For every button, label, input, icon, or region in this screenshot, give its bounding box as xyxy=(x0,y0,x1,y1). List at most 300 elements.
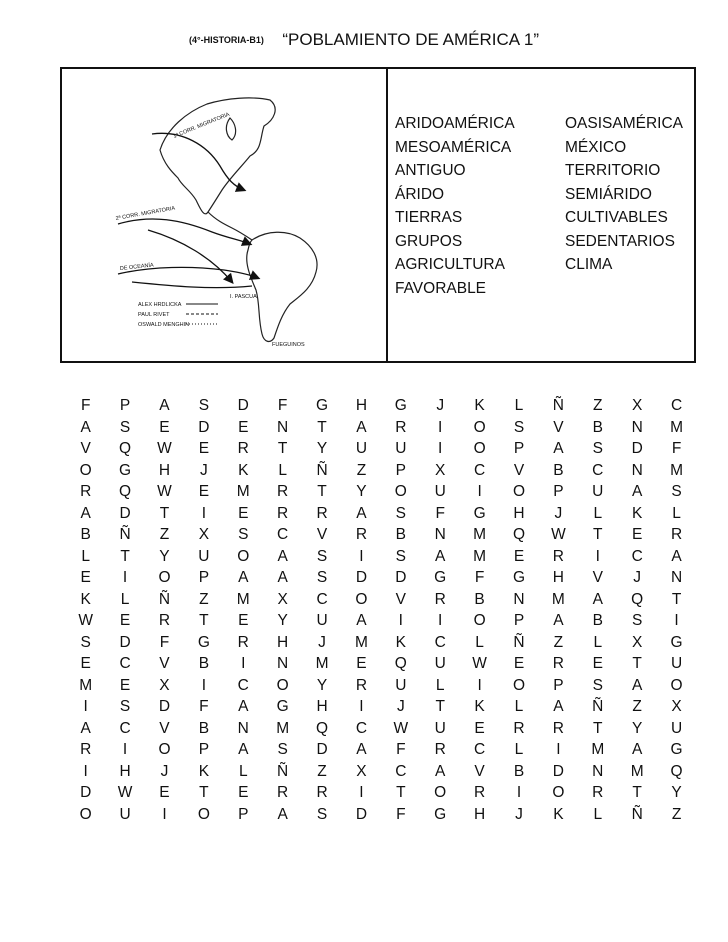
puzzle-cell[interactable]: A xyxy=(238,569,249,586)
puzzle-cell[interactable]: L xyxy=(593,504,603,522)
puzzle-cell[interactable]: F xyxy=(159,633,170,651)
puzzle-cell[interactable]: R xyxy=(395,418,407,436)
puzzle-cell[interactable]: G xyxy=(119,461,132,479)
puzzle-cell[interactable]: S xyxy=(395,547,406,565)
puzzle-cell[interactable]: A xyxy=(592,590,603,608)
puzzle-cell[interactable]: G xyxy=(394,397,407,414)
puzzle-cell[interactable]: A xyxy=(238,741,249,758)
puzzle-cell[interactable]: D xyxy=(631,440,643,457)
puzzle-cell[interactable]: B xyxy=(198,655,210,672)
puzzle-cell[interactable]: Ñ xyxy=(158,590,171,608)
puzzle-cell[interactable]: Z xyxy=(159,526,170,543)
puzzle-cell[interactable]: R xyxy=(552,719,564,737)
puzzle-cell[interactable]: L xyxy=(514,397,524,414)
puzzle-cell[interactable]: M xyxy=(670,418,684,436)
puzzle-cell[interactable]: X xyxy=(435,461,446,479)
puzzle-cell[interactable]: K xyxy=(80,590,91,608)
puzzle-cell[interactable]: A xyxy=(80,719,91,737)
puzzle-cell[interactable]: G xyxy=(670,741,683,758)
puzzle-cell[interactable]: R xyxy=(80,483,92,500)
puzzle-cell[interactable]: F xyxy=(435,504,445,522)
puzzle-cell[interactable]: F xyxy=(277,397,288,414)
puzzle-cell[interactable]: G xyxy=(434,805,447,823)
puzzle-cell[interactable]: I xyxy=(438,440,443,457)
puzzle-cell[interactable]: T xyxy=(671,590,682,608)
puzzle-cell[interactable]: U xyxy=(119,805,131,823)
puzzle-cell[interactable]: K xyxy=(198,762,210,780)
puzzle-cell[interactable]: R xyxy=(552,547,564,565)
puzzle-cell[interactable]: L xyxy=(514,741,524,758)
puzzle-cell[interactable]: I xyxy=(162,805,167,823)
puzzle-cell[interactable]: K xyxy=(238,461,249,479)
puzzle-cell[interactable]: V xyxy=(316,526,328,543)
puzzle-cell[interactable]: E xyxy=(592,655,603,672)
puzzle-cell[interactable]: R xyxy=(513,719,525,737)
puzzle-cell[interactable]: N xyxy=(434,526,446,543)
puzzle-cell[interactable]: T xyxy=(435,698,445,715)
puzzle-cell[interactable]: A xyxy=(277,805,288,823)
puzzle-cell[interactable]: D xyxy=(158,698,171,715)
puzzle-cell[interactable]: E xyxy=(159,784,170,801)
puzzle-cell[interactable]: V xyxy=(474,762,485,780)
puzzle-cell[interactable]: P xyxy=(395,461,406,479)
puzzle-cell[interactable]: A xyxy=(356,418,367,436)
puzzle-cell[interactable]: D xyxy=(355,805,368,823)
puzzle-cell[interactable]: T xyxy=(396,784,406,801)
puzzle-cell[interactable]: U xyxy=(670,655,683,672)
puzzle-cell[interactable]: I xyxy=(595,547,600,565)
puzzle-cell[interactable]: Y xyxy=(356,483,367,500)
puzzle-cell[interactable]: P xyxy=(553,483,564,500)
puzzle-cell[interactable]: X xyxy=(356,762,367,780)
puzzle-cell[interactable]: W xyxy=(472,655,487,672)
puzzle-cell[interactable]: H xyxy=(119,762,131,780)
puzzle-cell[interactable]: S xyxy=(277,741,288,758)
puzzle-cell[interactable]: R xyxy=(80,741,92,758)
puzzle-cell[interactable]: E xyxy=(159,418,170,436)
puzzle-cell[interactable]: U xyxy=(395,440,407,457)
puzzle-cell[interactable]: S xyxy=(119,418,131,436)
puzzle-cell[interactable]: J xyxy=(396,698,405,715)
puzzle-cell[interactable]: A xyxy=(356,504,367,522)
puzzle-cell[interactable]: E xyxy=(631,526,643,543)
puzzle-cell[interactable]: P xyxy=(198,741,210,758)
puzzle-cell[interactable]: T xyxy=(199,784,209,801)
puzzle-cell[interactable]: B xyxy=(592,418,603,436)
puzzle-cell[interactable]: W xyxy=(157,483,172,500)
puzzle-cell[interactable]: Q xyxy=(119,483,132,500)
puzzle-cell[interactable]: R xyxy=(592,784,604,801)
puzzle-cell[interactable]: S xyxy=(238,526,249,543)
puzzle-cell[interactable]: R xyxy=(277,504,289,522)
puzzle-cell[interactable]: Q xyxy=(512,526,526,543)
puzzle-cell[interactable]: K xyxy=(474,698,485,715)
puzzle-cell[interactable]: T xyxy=(120,547,130,565)
puzzle-cell[interactable]: U xyxy=(670,719,683,737)
puzzle-cell[interactable]: D xyxy=(119,633,131,651)
puzzle-cell[interactable]: O xyxy=(276,676,289,694)
puzzle-cell[interactable]: X xyxy=(631,633,643,651)
puzzle-cell[interactable]: T xyxy=(277,440,288,457)
puzzle-cell[interactable]: I xyxy=(122,741,128,758)
puzzle-cell[interactable]: R xyxy=(355,526,368,543)
puzzle-cell[interactable]: Q xyxy=(631,590,644,608)
puzzle-cell[interactable]: I xyxy=(83,762,88,780)
puzzle-cell[interactable]: T xyxy=(317,418,327,436)
puzzle-cell[interactable]: P xyxy=(238,805,249,823)
puzzle-cell[interactable]: F xyxy=(80,397,91,414)
puzzle-cell[interactable]: S xyxy=(119,698,131,715)
puzzle-cell[interactable]: T xyxy=(593,719,603,737)
puzzle-cell[interactable]: X xyxy=(671,698,682,715)
puzzle-cell[interactable]: R xyxy=(316,784,328,801)
puzzle-cell[interactable]: I xyxy=(477,676,482,694)
puzzle-cell[interactable]: P xyxy=(513,440,525,457)
puzzle-cell[interactable]: M xyxy=(315,655,329,672)
puzzle-cell[interactable]: J xyxy=(318,633,326,651)
puzzle-cell[interactable]: G xyxy=(670,633,683,651)
puzzle-cell[interactable]: W xyxy=(551,526,566,543)
puzzle-cell[interactable]: E xyxy=(238,418,249,436)
puzzle-cell[interactable]: H xyxy=(277,633,289,651)
puzzle-cell[interactable]: I xyxy=(438,418,443,436)
puzzle-cell[interactable]: H xyxy=(474,805,486,823)
puzzle-cell[interactable]: A xyxy=(80,504,91,522)
puzzle-cell[interactable]: E xyxy=(356,655,367,672)
puzzle-cell[interactable]: M xyxy=(236,590,250,608)
puzzle-cell[interactable]: S xyxy=(395,504,406,522)
puzzle-cell[interactable]: T xyxy=(593,526,603,543)
puzzle-cell[interactable]: L xyxy=(514,698,524,715)
puzzle-cell[interactable]: B xyxy=(474,590,485,608)
puzzle-cell[interactable]: C xyxy=(119,655,131,672)
puzzle-cell[interactable]: P xyxy=(553,676,564,694)
puzzle-cell[interactable]: W xyxy=(157,440,172,457)
puzzle-cell[interactable]: R xyxy=(237,633,249,651)
puzzle-cell[interactable]: Z xyxy=(593,397,603,414)
puzzle-cell[interactable]: Y xyxy=(159,547,170,565)
puzzle-cell[interactable]: C xyxy=(395,762,407,780)
puzzle-cell[interactable]: I xyxy=(83,698,88,715)
puzzle-cell[interactable]: E xyxy=(513,655,525,672)
puzzle-cell[interactable]: I xyxy=(122,569,128,586)
puzzle-cell[interactable]: Q xyxy=(119,440,132,457)
puzzle-cell[interactable]: C xyxy=(592,461,604,479)
puzzle-cell[interactable]: M xyxy=(591,741,605,758)
puzzle-cell[interactable]: C xyxy=(237,676,249,694)
puzzle-cell[interactable]: I xyxy=(556,741,561,758)
puzzle-cell[interactable]: A xyxy=(435,547,446,565)
puzzle-cell[interactable]: C xyxy=(474,741,486,758)
puzzle-cell[interactable]: R xyxy=(237,440,249,457)
puzzle-cell[interactable]: A xyxy=(356,612,367,629)
puzzle-cell[interactable]: C xyxy=(277,526,289,543)
puzzle-cell[interactable]: A xyxy=(553,612,564,629)
puzzle-cell[interactable]: V xyxy=(159,655,170,672)
puzzle-cell[interactable]: C xyxy=(631,547,643,565)
puzzle-cell[interactable]: U xyxy=(395,676,407,694)
puzzle-cell[interactable]: B xyxy=(395,526,406,543)
puzzle-cell[interactable]: C xyxy=(355,719,368,737)
puzzle-cell[interactable]: F xyxy=(396,805,406,823)
puzzle-cell[interactable]: M xyxy=(473,547,487,565)
puzzle-cell[interactable]: A xyxy=(238,698,249,715)
puzzle-cell[interactable]: E xyxy=(238,504,249,522)
puzzle-cell[interactable]: K xyxy=(631,504,643,522)
puzzle-cell[interactable]: Ñ xyxy=(513,633,525,651)
puzzle-cell[interactable]: O xyxy=(512,676,526,694)
puzzle-cell[interactable]: L xyxy=(238,762,248,780)
puzzle-cell[interactable]: N xyxy=(631,461,643,479)
puzzle-cell[interactable]: O xyxy=(394,483,407,500)
puzzle-cell[interactable]: T xyxy=(632,655,642,672)
puzzle-cell[interactable]: D xyxy=(395,569,407,586)
puzzle-cell[interactable]: C xyxy=(434,633,446,651)
puzzle-cell[interactable]: K xyxy=(474,397,485,414)
puzzle-cell[interactable]: N xyxy=(670,569,683,586)
puzzle-cell[interactable]: H xyxy=(158,461,171,479)
puzzle-cell[interactable]: R xyxy=(277,784,289,801)
puzzle-cell[interactable]: P xyxy=(119,397,131,414)
puzzle-cell[interactable]: Ñ xyxy=(277,762,289,780)
puzzle-cell[interactable]: O xyxy=(473,440,486,457)
puzzle-cell[interactable]: S xyxy=(198,397,210,414)
puzzle-cell[interactable]: Ñ xyxy=(631,805,643,823)
puzzle-cell[interactable]: M xyxy=(276,719,290,737)
puzzle-cell[interactable]: J xyxy=(160,762,169,780)
puzzle-cell[interactable]: R xyxy=(277,483,289,500)
puzzle-cell[interactable]: M xyxy=(551,590,565,608)
puzzle-cell[interactable]: R xyxy=(434,590,446,608)
puzzle-cell[interactable]: M xyxy=(670,461,684,479)
puzzle-cell[interactable]: O xyxy=(670,676,683,694)
puzzle-cell[interactable]: V xyxy=(395,590,406,608)
puzzle-cell[interactable]: A xyxy=(435,762,446,780)
puzzle-cell[interactable]: Z xyxy=(671,805,682,823)
puzzle-cell[interactable]: B xyxy=(513,762,525,780)
puzzle-cell[interactable]: Z xyxy=(632,698,642,715)
puzzle-cell[interactable]: U xyxy=(198,547,210,565)
puzzle-cell[interactable]: Ñ xyxy=(592,698,604,715)
puzzle-cell[interactable]: Y xyxy=(631,719,643,737)
puzzle-cell[interactable]: O xyxy=(473,418,486,436)
puzzle-cell[interactable]: U xyxy=(434,719,446,737)
puzzle-cell[interactable]: S xyxy=(592,676,603,694)
puzzle-cell[interactable]: C xyxy=(316,590,328,608)
puzzle-cell[interactable]: X xyxy=(159,676,170,694)
puzzle-cell[interactable]: A xyxy=(631,483,643,500)
puzzle-cell[interactable]: I xyxy=(674,612,679,629)
puzzle-cell[interactable]: T xyxy=(317,483,327,500)
puzzle-cell[interactable]: E xyxy=(238,784,249,801)
puzzle-cell[interactable]: R xyxy=(670,526,683,543)
puzzle-cell[interactable]: I xyxy=(398,612,403,629)
puzzle-cell[interactable]: S xyxy=(316,547,328,565)
puzzle-cell[interactable]: I xyxy=(516,784,522,801)
puzzle-cell[interactable]: L xyxy=(593,633,603,651)
puzzle-cell[interactable]: I xyxy=(359,547,364,565)
puzzle-cell[interactable]: O xyxy=(355,590,368,608)
puzzle-cell[interactable]: K xyxy=(395,633,406,651)
puzzle-cell[interactable]: A xyxy=(356,741,367,758)
puzzle-cell[interactable]: R xyxy=(355,676,368,694)
puzzle-cell[interactable]: F xyxy=(474,569,485,586)
puzzle-cell[interactable]: J xyxy=(199,461,208,479)
puzzle-cell[interactable]: P xyxy=(513,612,525,629)
puzzle-cell[interactable]: Ñ xyxy=(119,526,131,543)
puzzle-cell[interactable]: R xyxy=(158,612,171,629)
puzzle-cell[interactable]: K xyxy=(553,805,564,823)
puzzle-cell[interactable]: G xyxy=(197,633,210,651)
puzzle-cell[interactable]: G xyxy=(276,698,289,715)
puzzle-cell[interactable]: V xyxy=(513,461,525,479)
puzzle-cell[interactable]: Ñ xyxy=(316,461,328,479)
puzzle-cell[interactable]: Y xyxy=(316,676,328,694)
puzzle-cell[interactable]: G xyxy=(512,569,526,586)
puzzle-cell[interactable]: O xyxy=(434,784,447,801)
puzzle-cell[interactable]: S xyxy=(316,569,328,586)
puzzle-cell[interactable]: Q xyxy=(394,655,407,672)
puzzle-cell[interactable]: A xyxy=(553,440,564,457)
puzzle-cell[interactable]: A xyxy=(671,547,682,565)
puzzle-cell[interactable]: C xyxy=(670,397,683,414)
puzzle-cell[interactable]: N xyxy=(277,655,289,672)
puzzle-cell[interactable]: L xyxy=(475,633,484,651)
puzzle-cell[interactable]: G xyxy=(473,504,486,522)
puzzle-cell[interactable]: V xyxy=(80,440,91,457)
puzzle-cell[interactable]: N xyxy=(592,762,604,780)
puzzle-cell[interactable]: S xyxy=(316,805,328,823)
puzzle-cell[interactable]: H xyxy=(513,504,525,522)
puzzle-cell[interactable]: A xyxy=(553,698,564,715)
puzzle-cell[interactable]: B xyxy=(592,612,603,629)
puzzle-cell[interactable]: R xyxy=(434,741,446,758)
puzzle-cell[interactable]: E xyxy=(513,547,525,565)
puzzle-cell[interactable]: J xyxy=(554,504,563,522)
puzzle-cell[interactable]: H xyxy=(552,569,564,586)
puzzle-cell[interactable]: N xyxy=(631,418,643,436)
puzzle-cell[interactable]: U xyxy=(434,483,446,500)
puzzle-cell[interactable]: X xyxy=(198,526,210,543)
puzzle-cell[interactable]: S xyxy=(592,440,603,457)
puzzle-cell[interactable]: Y xyxy=(316,440,328,457)
puzzle-cell[interactable]: L xyxy=(278,461,287,479)
puzzle-cell[interactable]: B xyxy=(80,526,91,543)
puzzle-cell[interactable]: E xyxy=(198,440,210,457)
puzzle-cell[interactable]: A xyxy=(631,676,643,694)
puzzle-cell[interactable]: D xyxy=(316,741,328,758)
puzzle-cell[interactable]: B xyxy=(198,719,210,737)
puzzle-cell[interactable]: T xyxy=(199,612,209,629)
puzzle-cell[interactable]: U xyxy=(592,483,604,500)
puzzle-cell[interactable]: E xyxy=(474,719,485,737)
puzzle-cell[interactable]: O xyxy=(79,805,92,823)
puzzle-cell[interactable]: O xyxy=(512,483,526,500)
puzzle-cell[interactable]: M xyxy=(236,483,250,500)
puzzle-cell[interactable]: Y xyxy=(277,612,288,629)
puzzle-cell[interactable]: P xyxy=(198,569,210,586)
puzzle-cell[interactable]: O xyxy=(79,461,92,479)
puzzle-cell[interactable]: V xyxy=(553,418,564,436)
puzzle-cell[interactable]: A xyxy=(277,569,288,586)
puzzle-cell[interactable]: H xyxy=(355,397,368,414)
puzzle-cell[interactable]: I xyxy=(359,698,364,715)
puzzle-cell[interactable]: I xyxy=(201,504,207,522)
puzzle-cell[interactable]: W xyxy=(393,719,409,737)
puzzle-cell[interactable]: I xyxy=(359,784,364,801)
puzzle-cell[interactable]: X xyxy=(631,397,643,414)
puzzle-cell[interactable]: I xyxy=(438,612,443,629)
puzzle-cell[interactable]: M xyxy=(473,526,487,543)
puzzle-cell[interactable]: F xyxy=(199,698,209,715)
puzzle-cell[interactable]: Q xyxy=(670,762,683,780)
puzzle-cell[interactable]: C xyxy=(119,719,131,737)
puzzle-cell[interactable]: I xyxy=(477,483,482,500)
puzzle-cell[interactable]: N xyxy=(277,418,289,436)
puzzle-cell[interactable]: I xyxy=(241,655,246,672)
puzzle-cell[interactable]: T xyxy=(159,504,170,522)
puzzle-cell[interactable]: W xyxy=(78,612,94,629)
puzzle-cell[interactable]: M xyxy=(354,633,368,651)
puzzle-cell[interactable]: O xyxy=(197,805,210,823)
puzzle-cell[interactable]: M xyxy=(79,676,93,694)
puzzle-cell[interactable]: G xyxy=(434,569,447,586)
puzzle-cell[interactable]: B xyxy=(553,461,564,479)
puzzle-cell[interactable]: A xyxy=(159,397,170,414)
puzzle-cell[interactable]: S xyxy=(631,612,643,629)
puzzle-cell[interactable]: E xyxy=(80,655,91,672)
puzzle-cell[interactable]: J xyxy=(515,805,523,823)
puzzle-cell[interactable]: O xyxy=(473,612,486,629)
puzzle-cell[interactable]: L xyxy=(81,547,90,565)
puzzle-cell[interactable]: J xyxy=(633,569,642,586)
puzzle-cell[interactable]: L xyxy=(120,590,130,608)
puzzle-cell[interactable]: E xyxy=(198,483,210,500)
puzzle-cell[interactable]: E xyxy=(119,612,131,629)
puzzle-cell[interactable]: U xyxy=(355,440,368,457)
puzzle-cell[interactable]: W xyxy=(117,784,133,801)
puzzle-cell[interactable]: V xyxy=(592,569,603,586)
puzzle-cell[interactable]: E xyxy=(119,676,131,694)
puzzle-cell[interactable]: A xyxy=(631,741,643,758)
puzzle-cell[interactable]: D xyxy=(552,762,564,780)
puzzle-cell[interactable]: U xyxy=(434,655,446,672)
puzzle-cell[interactable]: L xyxy=(435,676,445,694)
puzzle-cell[interactable]: T xyxy=(632,784,642,801)
puzzle-cell[interactable]: O xyxy=(552,784,565,801)
puzzle-cell[interactable]: F xyxy=(396,741,406,758)
puzzle-cell[interactable]: D xyxy=(355,569,368,586)
puzzle-cell[interactable]: D xyxy=(119,504,131,522)
puzzle-cell[interactable]: S xyxy=(671,483,682,500)
puzzle-cell[interactable]: L xyxy=(672,504,681,522)
puzzle-cell[interactable]: C xyxy=(474,461,486,479)
puzzle-cell[interactable]: F xyxy=(671,440,682,457)
puzzle-cell[interactable]: R xyxy=(474,784,486,801)
puzzle-cell[interactable]: O xyxy=(158,569,171,586)
puzzle-cell[interactable]: J xyxy=(436,397,445,414)
puzzle-cell[interactable]: I xyxy=(201,676,207,694)
puzzle-cell[interactable]: N xyxy=(513,590,525,608)
puzzle-cell[interactable]: Z xyxy=(317,762,327,780)
puzzle-cell[interactable]: R xyxy=(316,504,328,522)
puzzle-cell[interactable]: N xyxy=(237,719,249,737)
puzzle-cell[interactable]: U xyxy=(316,612,328,629)
puzzle-cell[interactable]: V xyxy=(159,719,170,737)
puzzle-cell[interactable]: E xyxy=(80,569,91,586)
puzzle-cell[interactable]: A xyxy=(277,547,288,565)
puzzle-cell[interactable]: Z xyxy=(199,590,209,608)
